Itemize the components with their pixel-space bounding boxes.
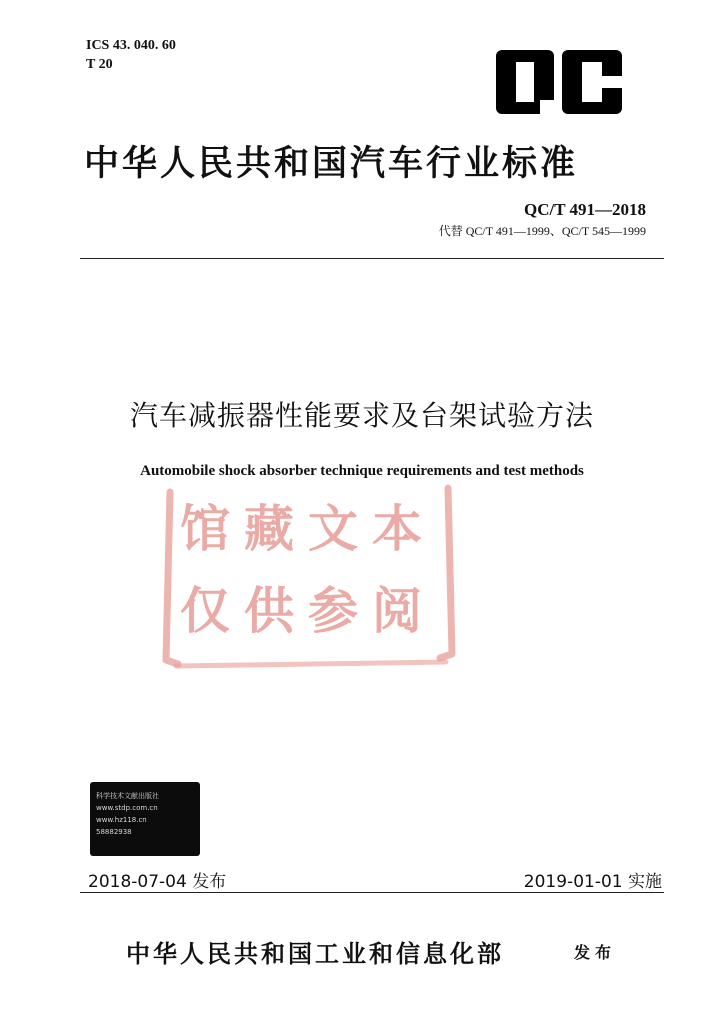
ics-block (86, 36, 176, 74)
issue-date: 2018-07-04 发布 (88, 872, 227, 892)
qc-logo (496, 50, 622, 114)
stamp-line-1: 馆藏文本 (180, 500, 436, 558)
issuer-action: 发布 (574, 943, 617, 962)
standard-number: QC/T 491—2018 (523, 200, 646, 219)
document-title-en: Automobile shock absorber technique requirements and test methods (140, 463, 584, 479)
sticker-line: www.stdp.com.cn (96, 804, 158, 812)
divider-bottom (80, 892, 664, 893)
standard-number-block (439, 200, 646, 239)
sticker-line: www.hz118.cn (96, 816, 147, 824)
issuer-name: 中华人民共和国工业和信息化部 (126, 940, 504, 968)
document-title-cn: 汽车减振器性能要求及台架试验方法 (129, 399, 594, 432)
sticker-line: 科学技术文献出版社 (96, 792, 159, 800)
ics-code: ICS 43. 040. 60 (86, 38, 176, 53)
classification-code: T 20 (86, 57, 113, 72)
publisher-sticker (90, 782, 200, 856)
stamp-line-2: 仅供参阅 (180, 582, 436, 640)
divider-top (80, 258, 664, 259)
library-stamp (156, 478, 461, 673)
replaces-note: 代替 QC/T 491—1999、QC/T 545—1999 (438, 224, 646, 238)
implementation-date: 2019-01-01 实施 (523, 872, 662, 892)
logo-text: QC (496, 50, 498, 51)
standard-title: 中华人民共和国汽车行业标准 (84, 144, 579, 184)
sticker-line: 58882938 (96, 828, 132, 836)
